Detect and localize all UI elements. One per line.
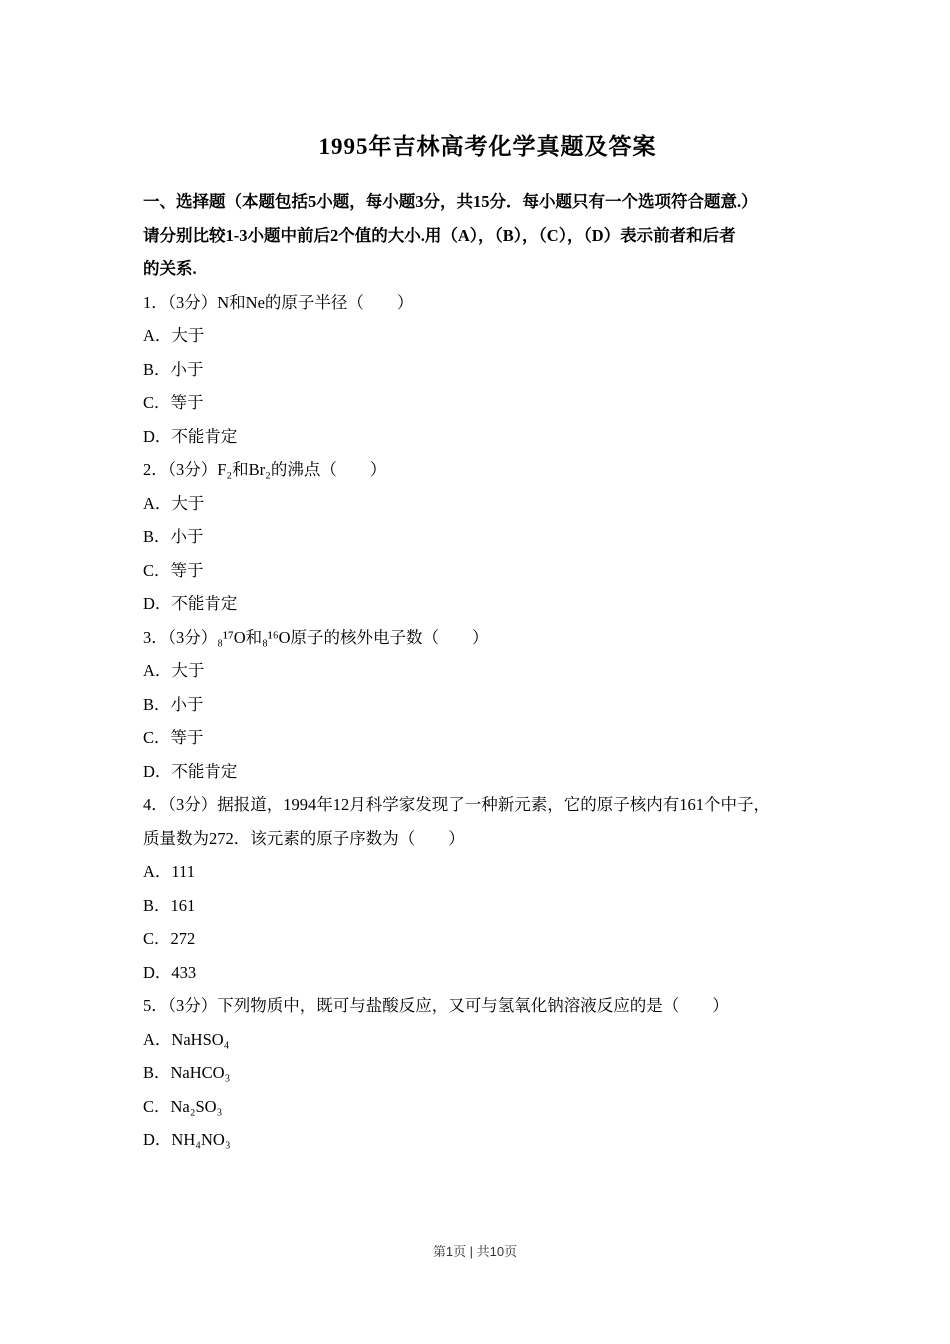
question-block-4 bbox=[143, 788, 832, 989]
option-b: B．NaHCO₃ bbox=[143, 1063, 231, 1082]
question-block-2 bbox=[143, 453, 832, 621]
option-c: C．等于 bbox=[143, 728, 204, 747]
option-b: B．小于 bbox=[143, 359, 204, 379]
option-d: D．不能肯定 bbox=[143, 594, 238, 613]
option-c: C．272 bbox=[143, 929, 196, 948]
question-block-1 bbox=[143, 286, 832, 454]
option-d: D．不能肯定 bbox=[143, 761, 238, 781]
option-a: A．NaHSO₄ bbox=[143, 1029, 230, 1049]
option-c: C．等于 bbox=[143, 393, 204, 412]
page-title: 1995年吉林高考化学真题及答案 bbox=[318, 134, 657, 159]
option-d: D．不能肯定 bbox=[143, 426, 238, 446]
option-a: A．大于 bbox=[143, 493, 205, 513]
option-b: B．小于 bbox=[143, 694, 204, 714]
question-stem: 4．（3分）据报道，1994年12月科学家发现了一种新元素，它的原子核内有161个中子， bbox=[143, 795, 770, 814]
option-a: A．大于 bbox=[143, 661, 205, 680]
question-stem: 5．（3分）下列物质中，既可与盐酸反应，又可与氢氧化钠溶液反应的是（ ） bbox=[143, 996, 729, 1015]
page-footer: 第1页 | 共10页 bbox=[432, 1244, 518, 1259]
question-stem: 1．（3分）N和Ne的原子半径（ ） bbox=[143, 292, 414, 312]
question-stem: 3．（3分）₈¹⁷O和₈¹⁶O原子的核外电子数（ ） bbox=[143, 627, 489, 647]
question-stem-continued: 质量数为272．该元素的原子序数为（ ） bbox=[143, 828, 465, 848]
option-a: A．111 bbox=[143, 862, 195, 881]
instructions-line: 请分别比较1-3小题中前后2个值的大小.用（A），（B），（C），（D）表示前者和后者 bbox=[143, 225, 736, 245]
section-header: 一、选择题（本题包括5小题，每小题3分，共15分．每小题只有一个选项符合题意.） bbox=[143, 192, 758, 211]
option-b: B．161 bbox=[143, 895, 196, 915]
question-block-5 bbox=[143, 989, 832, 1157]
instructions-line: 的关系. bbox=[143, 259, 197, 278]
question-block-3 bbox=[143, 621, 832, 789]
question-stem: 2．（3分）F₂和Br₂的沸点（ ） bbox=[143, 460, 387, 479]
option-a: A．大于 bbox=[143, 326, 205, 345]
document-body bbox=[143, 185, 832, 1157]
option-d: D．NH₄NO₃ bbox=[143, 1130, 231, 1149]
option-d: D．433 bbox=[143, 962, 197, 982]
option-c: C．Na₂SO₃ bbox=[143, 1096, 223, 1116]
option-b: B．小于 bbox=[143, 527, 204, 546]
option-c: C．等于 bbox=[143, 560, 204, 580]
